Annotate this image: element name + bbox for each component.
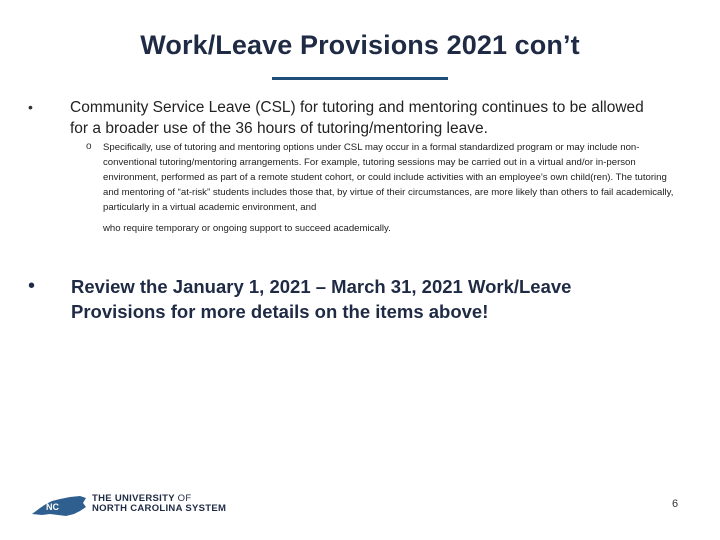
logo-wordmark bbox=[92, 494, 226, 514]
sub-bullet-marker: o bbox=[86, 141, 92, 152]
logo-map-label: NC bbox=[46, 502, 59, 512]
page-number: 6 bbox=[672, 498, 679, 510]
sub-bullet-text: Specifically, use of tutoring and mentoring options under CSL may occur in a formal standardized program or may include non-conventional tutoring/mentoring arrangements. For example, tutoring sessions may be carried out in a virtual and/or in-person environment, performed as part of a remote student cohort, or could include activities with an employee’s own child(ren). The tutoring and mentoring of “at-risk” students includes those that, by virtue of their circumstances, are more likely than others to fail academically, particularly in a virtual academic environment, and bbox=[103, 142, 674, 213]
logo-line1: THE UNIVERSITY bbox=[92, 493, 175, 504]
logo-line2: NORTH CAROLINA SYSTEM bbox=[92, 503, 227, 514]
slide-title: Work/Leave Provisions 2021 con’t bbox=[140, 30, 580, 60]
logo-line1-of: OF bbox=[177, 493, 192, 504]
title-underline bbox=[272, 77, 448, 80]
bullet-marker-review: • bbox=[28, 275, 36, 297]
bullet-marker: • bbox=[28, 99, 33, 115]
north-carolina-map-icon bbox=[30, 492, 88, 518]
bullet-review-text: Review the January 1, 2021 – March 31, 2021 Work/Leave Provisions for more details on the items above! bbox=[71, 276, 572, 322]
unc-system-logo bbox=[30, 492, 260, 522]
bullet-csl-text: Community Service Leave (CSL) for tutoring and mentoring continues to be allowed for a broader use of the 36 hours of tutoring/mentoring leave. bbox=[70, 99, 644, 137]
sub-bullet-details bbox=[103, 140, 678, 236]
sub-bullet-text-last: who require temporary or ongoing support to succeed academically. bbox=[103, 223, 391, 234]
